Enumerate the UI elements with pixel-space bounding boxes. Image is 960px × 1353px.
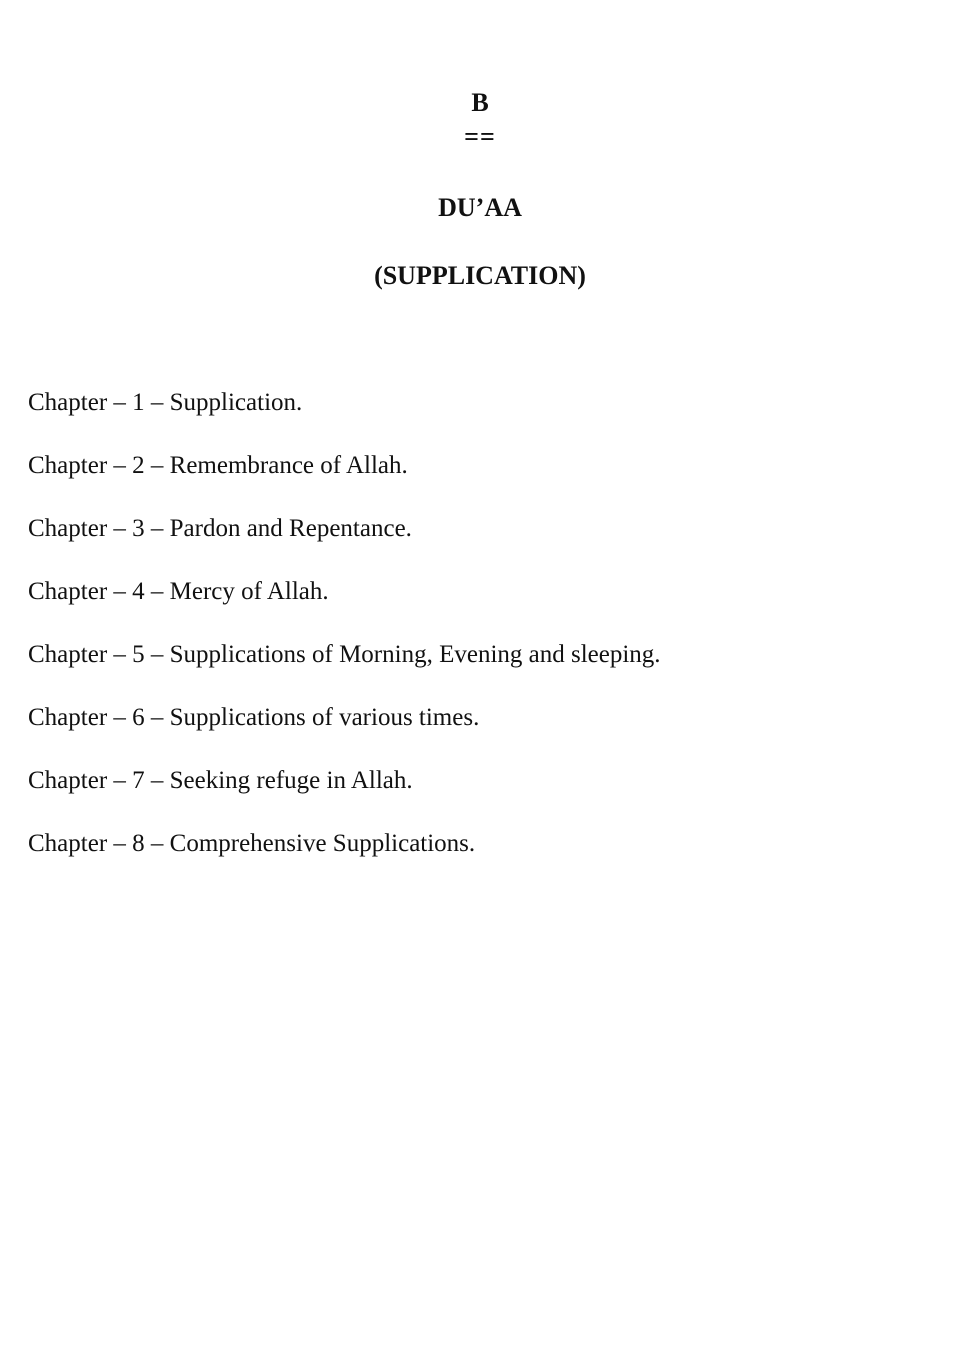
section-rule: == xyxy=(464,122,496,151)
chapter-item: Chapter – 8 – Comprehensive Supplications. xyxy=(28,830,476,857)
chapter-list xyxy=(28,388,661,892)
document-subtitle: (SUPPLICATION) xyxy=(374,261,586,290)
chapter-item: Chapter – 1 – Supplication. xyxy=(28,389,303,416)
chapter-item: Chapter – 2 – Remembrance of Allah. xyxy=(28,452,408,479)
chapter-item: Chapter – 7 – Seeking refuge in Allah. xyxy=(28,767,413,794)
chapter-item: Chapter – 4 – Mercy of Allah. xyxy=(28,578,329,605)
chapter-item: Chapter – 5 – Supplications of Morning, Evening and sleeping. xyxy=(28,641,661,668)
chapter-item: Chapter – 6 – Supplications of various times. xyxy=(28,704,480,731)
document-title: DU’AA xyxy=(438,193,522,222)
chapter-item: Chapter – 3 – Pardon and Repentance. xyxy=(28,515,412,542)
section-letter: B xyxy=(471,88,489,117)
